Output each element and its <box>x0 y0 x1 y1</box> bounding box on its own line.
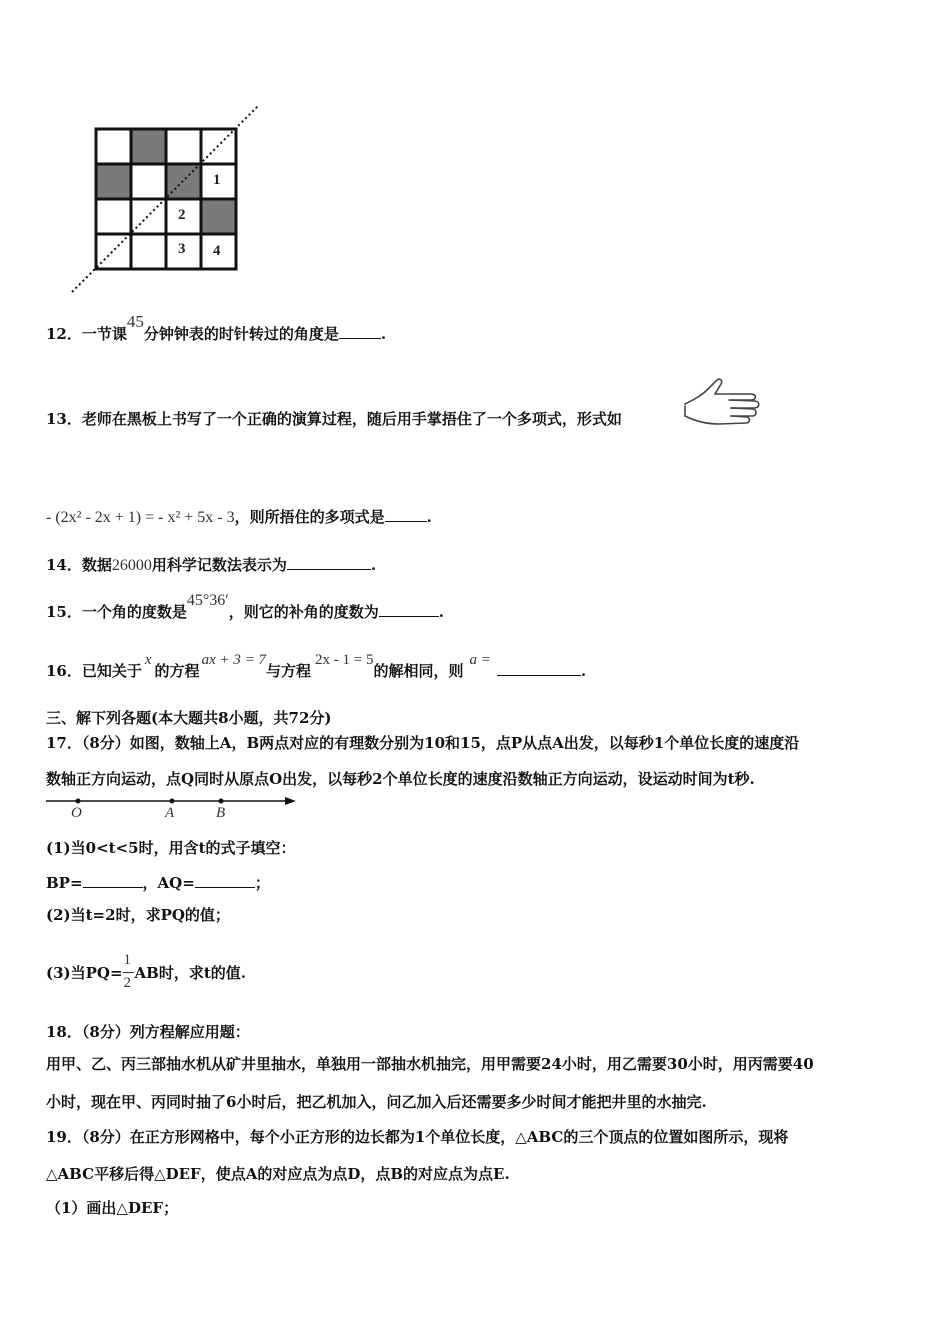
answer-blank[interactable] <box>497 661 581 676</box>
answer-blank[interactable] <box>385 507 427 522</box>
question-17-part1: (1)当0<t<5时，用含t的式子填空： <box>46 839 296 857</box>
q12-number: 45 <box>126 312 144 331</box>
grid-lines <box>70 100 270 300</box>
aq-answer-blank[interactable] <box>195 873 255 888</box>
axis-label-b: B <box>216 805 226 821</box>
question-19-line2: △ABC平移后得△DEF，使点A的对应点为点D，点B的对应点为点E. <box>46 1165 510 1183</box>
question-13-line2: - (2x² - 2x + 1) = - x² + 5x - 3，则所捂住的多项式是 . <box>46 508 432 526</box>
cell-label: 4 <box>213 243 221 259</box>
q15-angle: 45°36′ <box>186 592 229 609</box>
question-17-part3: (3)当PQ= $\frac{1}{2}$ AB时，求t的值. <box>46 952 247 991</box>
cell-label: 3 <box>178 241 186 257</box>
q16-var: x <box>144 652 152 668</box>
question-17-part2: (2)当t=2时，求PQ的值； <box>46 906 230 924</box>
bp-answer-blank[interactable] <box>83 873 143 888</box>
q14-number: 26000 <box>111 557 152 574</box>
question-18-line1: 18．（8分）列方程解应用题： <box>46 1023 250 1041</box>
q16-eq3: a = <box>469 652 491 668</box>
question-19-part1: （1）画出△DEF； <box>46 1199 179 1217</box>
hand-icon <box>683 376 763 432</box>
fraction-numerator: 1 <box>123 952 132 968</box>
axis-label-a: A <box>165 805 175 821</box>
question-16: 16．已知关于x的方程ax + 3 = 7与方程2x - 1 = 5的解相同，则a =. <box>46 652 587 680</box>
question-17-line2: 数轴正方向运动，点Q同时从原点O出发，以每秒2个单位长度的速度沿数轴正方向运动，设运动时间为t秒. <box>46 770 755 788</box>
q13-equation: - (2x² - 2x + 1) = - x² + 5x - 3 <box>46 509 235 526</box>
question-19-line1: 19．（8分）在正方形网格中，每个小正方形的边长都为1个单位长度，△ABC的三个顶点的位置如图所示，现将 <box>46 1128 789 1146</box>
axis-label-o: O <box>71 805 82 821</box>
answer-blank[interactable] <box>287 555 371 570</box>
question-13-line1: 13．老师在黑板上书写了一个正确的演算过程，随后用手掌捂住了一个多项式，形式如 <box>46 410 622 428</box>
cell-label: 1 <box>213 172 221 188</box>
question-15: 15．一个角的度数是45°36′，则它的补角的度数为 . <box>46 592 445 621</box>
question-18-line2: 用甲、乙、丙三部抽水机从矿井里抽水，单独用一部抽水机抽完，用甲需要24小时，用乙需要30小时，用丙需要40 <box>46 1055 814 1073</box>
question-17-line1: 17．（8分）如图，数轴上A，B两点对应的有理数分别为10和15，点P从点A出发，以每秒1个单位长度的速度沿 <box>46 734 800 752</box>
question-18-line3: 小时，现在甲、丙同时抽了6小时后，把乙机加入，问乙加入后还需要多少时间才能把井里的水抽完. <box>46 1093 707 1111</box>
q16-eq2: 2x - 1 = 5 <box>314 652 374 668</box>
grid-figure <box>70 100 270 300</box>
answer-blank[interactable] <box>339 324 381 339</box>
fraction-bar <box>123 972 134 973</box>
q16-eq1: ax + 3 = 7 <box>201 652 266 668</box>
question-12: 12．一节课45分钟钟表的时针转过的角度是 . <box>46 312 387 343</box>
section-3-title: 三、解下列各题(本大题共8小题，共72分) <box>46 709 332 727</box>
question-17-blanks: BP= ，AQ= ； <box>46 874 270 892</box>
fraction-denominator: 2 <box>123 975 132 991</box>
question-14: 14．数据26000用科学记数法表示为 . <box>46 556 377 574</box>
answer-blank[interactable] <box>379 602 439 617</box>
number-line-figure <box>44 792 304 822</box>
cell-label: 2 <box>178 207 186 223</box>
